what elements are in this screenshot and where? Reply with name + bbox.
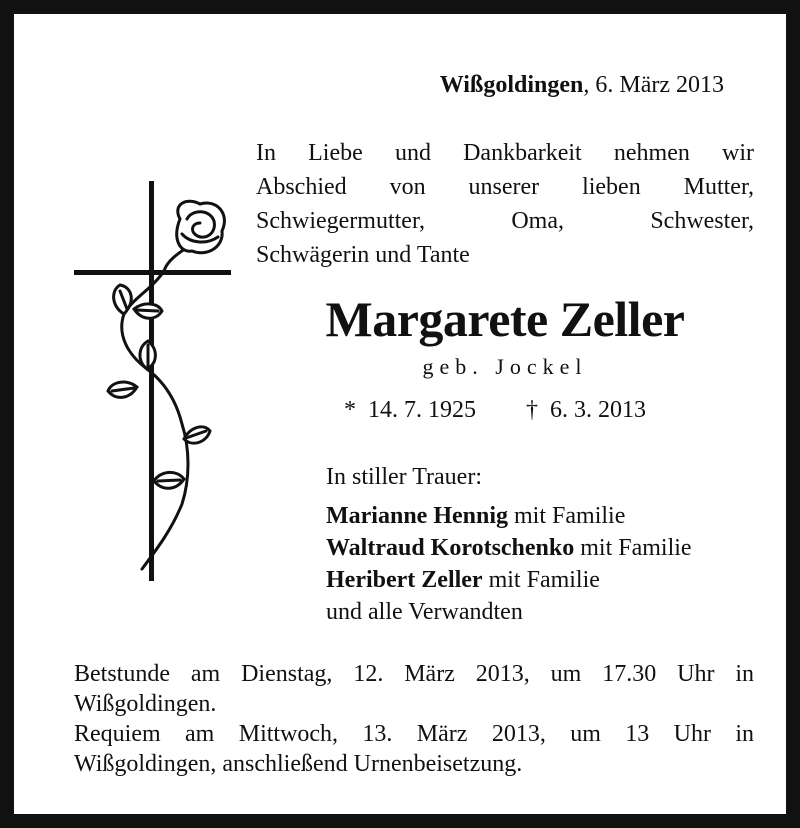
- birth-date: 14. 7. 1925: [368, 397, 476, 423]
- intro-line: In Liebe und Dankbarkeit nehmen wir: [256, 140, 754, 166]
- place-name: Wißgoldingen: [439, 72, 584, 98]
- mourners-closing: und alle Verwandten: [326, 599, 523, 625]
- service-info: [74, 659, 754, 779]
- rose-icon: [108, 201, 224, 569]
- life-dates: [344, 397, 652, 424]
- list-item: [326, 500, 692, 532]
- mourner-suffix: mit Familie: [508, 503, 626, 529]
- notice-date: , 6. März 2013: [583, 72, 724, 98]
- mourners-list: [326, 500, 692, 628]
- birth-symbol: *: [344, 397, 356, 423]
- mourner-suffix: mit Familie: [482, 567, 600, 593]
- intro-line: Schwägerin und Tante: [256, 242, 470, 268]
- death-symbol: †: [526, 397, 538, 423]
- service-line: Wißgoldingen.: [74, 691, 217, 717]
- mourning-label: In stiller Trauer:: [326, 464, 482, 490]
- service-line: Requiem am Mittwoch, 13. März 2013, um 13 Uhr in: [74, 721, 754, 747]
- cross-with-rose-icon: [72, 179, 242, 589]
- deceased-name: Margarete Zeller: [325, 291, 685, 347]
- place-date: [440, 72, 724, 99]
- list-item: [326, 564, 692, 596]
- mourner-suffix: mit Familie: [574, 535, 692, 561]
- mourner-name: Waltraud Korotschenko: [326, 535, 575, 561]
- intro-line: Abschied von unserer lieben Mutter,: [256, 174, 754, 200]
- intro-line: Schwiegermutter, Oma, Schwester,: [256, 208, 754, 234]
- intro-text: [256, 136, 754, 272]
- mourner-name: Heribert Zeller: [326, 567, 483, 593]
- mourner-name: Marianne Hennig: [326, 503, 509, 529]
- list-item: [326, 532, 692, 564]
- birth-name: geb. Jockel: [422, 354, 588, 379]
- death-date: 6. 3. 2013: [550, 397, 646, 423]
- service-line: Wißgoldingen, anschließend Urnenbeisetzung.: [74, 751, 523, 777]
- service-line: Betstunde am Dienstag, 12. März 2013, um 17.30 Uhr in: [74, 661, 754, 687]
